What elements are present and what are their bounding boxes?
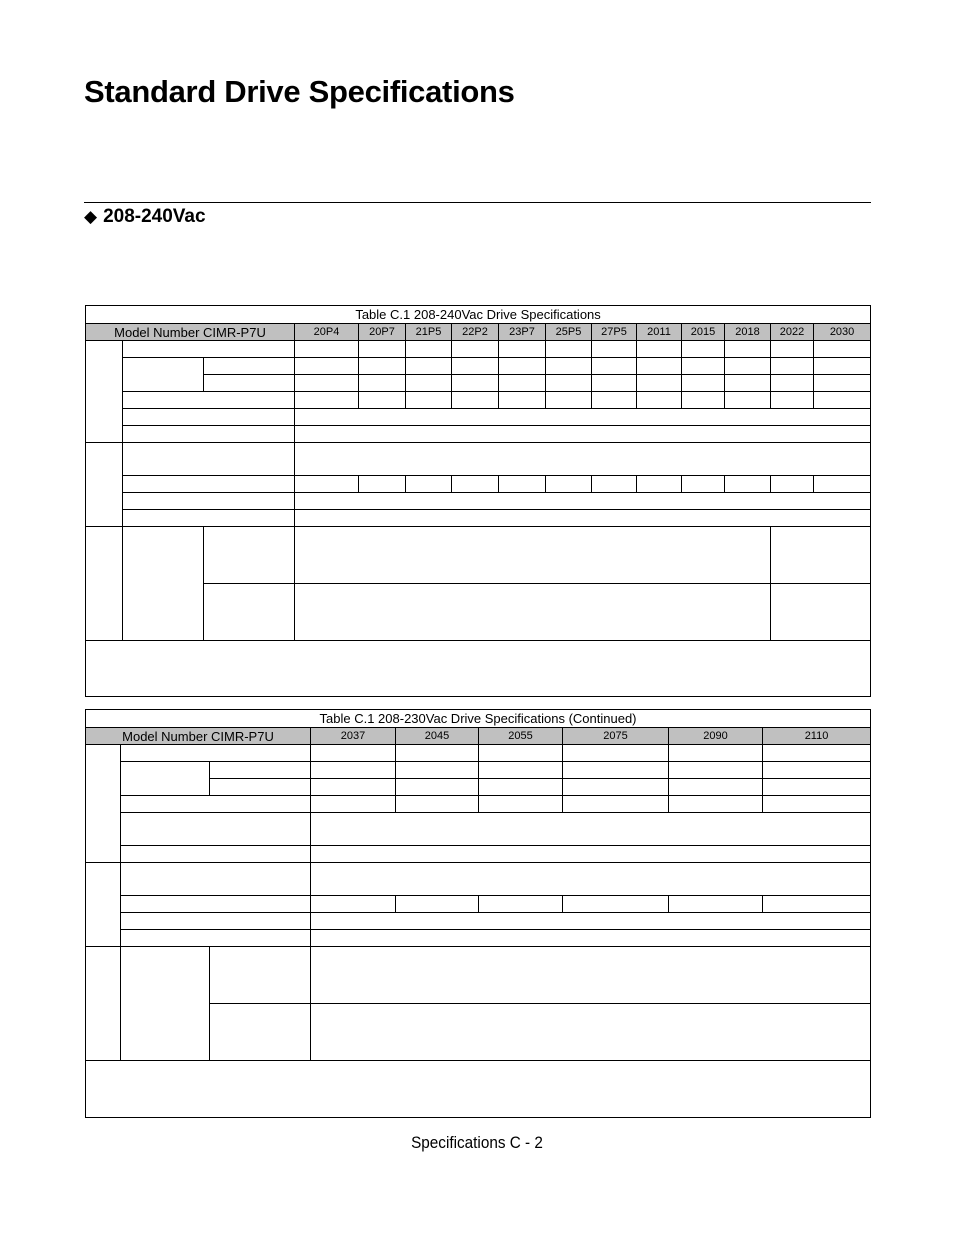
table-cell (637, 341, 682, 358)
table-row (86, 375, 871, 392)
table-cell (479, 762, 563, 779)
group-cell (86, 341, 123, 443)
group-cell (86, 863, 121, 947)
table-cell (123, 527, 204, 641)
table-caption: Table C.1 208-230Vac Drive Specifications (Continued) (86, 710, 871, 728)
table-cell (359, 476, 406, 493)
table-cell (396, 779, 479, 796)
table-cell (295, 409, 871, 426)
table-cell (406, 341, 452, 358)
table-cell (359, 341, 406, 358)
table-cell (295, 392, 359, 409)
table-row (86, 947, 871, 1004)
table-cell (86, 1061, 871, 1118)
table-cell (396, 762, 479, 779)
model-header: 2037 (311, 728, 396, 745)
table-cell (637, 358, 682, 375)
table-cell (452, 341, 499, 358)
model-header: 2030 (814, 324, 871, 341)
table-cell (311, 930, 871, 947)
table-row (86, 930, 871, 947)
table-cell (123, 341, 295, 358)
table-cell (295, 584, 771, 641)
table-row (86, 341, 871, 358)
table-row (86, 476, 871, 493)
table-cell (295, 527, 771, 584)
table-cell (204, 584, 295, 641)
table-cell (682, 392, 725, 409)
model-header: 22P2 (452, 324, 499, 341)
model-header: 2011 (637, 324, 682, 341)
table-cell (295, 493, 871, 510)
table-cell (637, 392, 682, 409)
table-cell (814, 476, 871, 493)
table-cell (396, 896, 479, 913)
table-row (86, 913, 871, 930)
table-cell (123, 358, 204, 392)
table-cell (311, 896, 396, 913)
table-cell (499, 375, 546, 392)
table-cell (295, 375, 359, 392)
table-row (86, 426, 871, 443)
model-number-label: Model Number CIMR-P7U (86, 324, 295, 341)
table-row (86, 409, 871, 426)
table-cell (311, 745, 396, 762)
table-row (86, 392, 871, 409)
page-title: Standard Drive Specifications (84, 74, 515, 109)
model-header: 21P5 (406, 324, 452, 341)
table-cell (725, 341, 771, 358)
model-header: 2045 (396, 728, 479, 745)
table-cell (121, 863, 311, 896)
table-cell (763, 796, 871, 813)
section-title: 208-240Vac (103, 206, 206, 227)
table-cell (121, 896, 311, 913)
table-row (86, 863, 871, 896)
table-cell (592, 375, 637, 392)
table-row (86, 443, 871, 476)
table-cell (725, 392, 771, 409)
model-header: 2018 (725, 324, 771, 341)
table-cell (121, 846, 311, 863)
table-cell (210, 947, 311, 1004)
table-cell (121, 745, 311, 762)
table-cell (499, 341, 546, 358)
table-cell (359, 392, 406, 409)
table-cell (452, 375, 499, 392)
model-header: 27P5 (592, 324, 637, 341)
model-header: 2075 (563, 728, 669, 745)
table-cell (669, 896, 763, 913)
table-cell (682, 375, 725, 392)
table-cell (295, 443, 871, 476)
table-cell (814, 341, 871, 358)
table-cell (814, 358, 871, 375)
table-cell (311, 846, 871, 863)
table-cell (123, 409, 295, 426)
table-cell (359, 358, 406, 375)
model-number-label: Model Number CIMR-P7U (86, 728, 311, 745)
table-footnote-row (86, 1061, 871, 1118)
table-cell (563, 796, 669, 813)
table-cell (479, 796, 563, 813)
table-cell (479, 745, 563, 762)
table-row (86, 493, 871, 510)
table-cell (725, 476, 771, 493)
table-cell (592, 392, 637, 409)
group-cell (86, 443, 123, 527)
table-footnote-row (86, 641, 871, 697)
table-cell (295, 476, 359, 493)
table-cell (295, 358, 359, 375)
table-row (86, 813, 871, 846)
table-cell (771, 341, 814, 358)
table-cell (546, 476, 592, 493)
model-header: 20P4 (295, 324, 359, 341)
model-header: 2022 (771, 324, 814, 341)
table-cell (311, 762, 396, 779)
table-cell (563, 745, 669, 762)
table-cell (121, 913, 311, 930)
table-cell (121, 813, 311, 846)
table-cell (123, 392, 295, 409)
group-cell (86, 527, 123, 641)
table-cell (546, 392, 592, 409)
table-header-row (86, 728, 871, 745)
table-cell (210, 1004, 311, 1061)
table-cell (123, 510, 295, 527)
table-cell (311, 913, 871, 930)
table-cell (123, 493, 295, 510)
table-cell (295, 426, 871, 443)
table-cell (682, 358, 725, 375)
section-divider (84, 202, 871, 203)
table-cell (123, 476, 295, 493)
table-row (86, 510, 871, 527)
table-cell (637, 375, 682, 392)
table-header-row (86, 324, 871, 341)
table-cell (771, 358, 814, 375)
table-row (86, 762, 871, 779)
table-cell (563, 779, 669, 796)
table-cell (771, 584, 871, 641)
table-cell (682, 341, 725, 358)
table-cell (592, 358, 637, 375)
table-caption: Table C.1 208-240Vac Drive Specifications (86, 306, 871, 324)
group-cell (86, 947, 121, 1061)
table-cell (311, 947, 871, 1004)
table-cell (546, 341, 592, 358)
table-cell (771, 375, 814, 392)
spec-table-1 (85, 305, 871, 697)
table-cell (204, 375, 295, 392)
table-cell (121, 762, 210, 796)
model-header: 2055 (479, 728, 563, 745)
table-cell (210, 762, 311, 779)
table-cell (669, 796, 763, 813)
table-cell (637, 476, 682, 493)
table-cell (771, 476, 814, 493)
table-cell (406, 392, 452, 409)
table-cell (295, 510, 871, 527)
table-cell (121, 947, 210, 1061)
table-cell (814, 375, 871, 392)
diamond-bullet-icon: ◆ (84, 207, 98, 226)
table-cell (311, 863, 871, 896)
table-row (86, 745, 871, 762)
table-cell (771, 527, 871, 584)
table-cell (452, 358, 499, 375)
spec-table-2 (85, 709, 871, 1118)
table-cell (682, 476, 725, 493)
table-cell (725, 358, 771, 375)
table-cell (123, 443, 295, 476)
table-cell (204, 527, 295, 584)
table-cell (479, 779, 563, 796)
table-cell (396, 745, 479, 762)
page-footer: Specifications C - 2 (411, 1133, 543, 1152)
table-row (86, 846, 871, 863)
table-cell (563, 896, 669, 913)
table-cell (311, 779, 396, 796)
table-cell (763, 762, 871, 779)
table-cell (725, 375, 771, 392)
table-cell (763, 779, 871, 796)
table-cell (669, 745, 763, 762)
table-row (86, 896, 871, 913)
model-header: 2015 (682, 324, 725, 341)
table-cell (406, 358, 452, 375)
table-cell (546, 375, 592, 392)
table-cell (563, 762, 669, 779)
model-header: 20P7 (359, 324, 406, 341)
table-cell (406, 476, 452, 493)
table-cell (592, 341, 637, 358)
group-cell (86, 745, 121, 863)
table-cell (669, 762, 763, 779)
table-cell (204, 358, 295, 375)
table-cell (763, 896, 871, 913)
table-cell (86, 641, 871, 697)
table-cell (210, 779, 311, 796)
table-cell (499, 392, 546, 409)
table-cell (763, 745, 871, 762)
table-cell (546, 358, 592, 375)
table-row (86, 358, 871, 375)
table-cell (311, 1004, 871, 1061)
table-cell (771, 392, 814, 409)
table-cell (311, 796, 396, 813)
model-header: 2090 (669, 728, 763, 745)
model-header: 23P7 (499, 324, 546, 341)
table-cell (452, 392, 499, 409)
table-cell (406, 375, 452, 392)
model-header: 25P5 (546, 324, 592, 341)
table-cell (814, 392, 871, 409)
table-cell (121, 930, 311, 947)
table-row (86, 796, 871, 813)
table-cell (452, 476, 499, 493)
model-header: 2110 (763, 728, 871, 745)
table-cell (592, 476, 637, 493)
table-row (86, 584, 871, 641)
table-cell (499, 358, 546, 375)
table-cell (123, 426, 295, 443)
table-cell (311, 813, 871, 846)
table-cell (479, 896, 563, 913)
table-cell (499, 476, 546, 493)
table-cell (359, 375, 406, 392)
table-cell (396, 796, 479, 813)
table-cell (295, 341, 359, 358)
table-cell (669, 779, 763, 796)
table-cell (121, 796, 311, 813)
section-heading (84, 206, 206, 228)
table-row (86, 527, 871, 584)
